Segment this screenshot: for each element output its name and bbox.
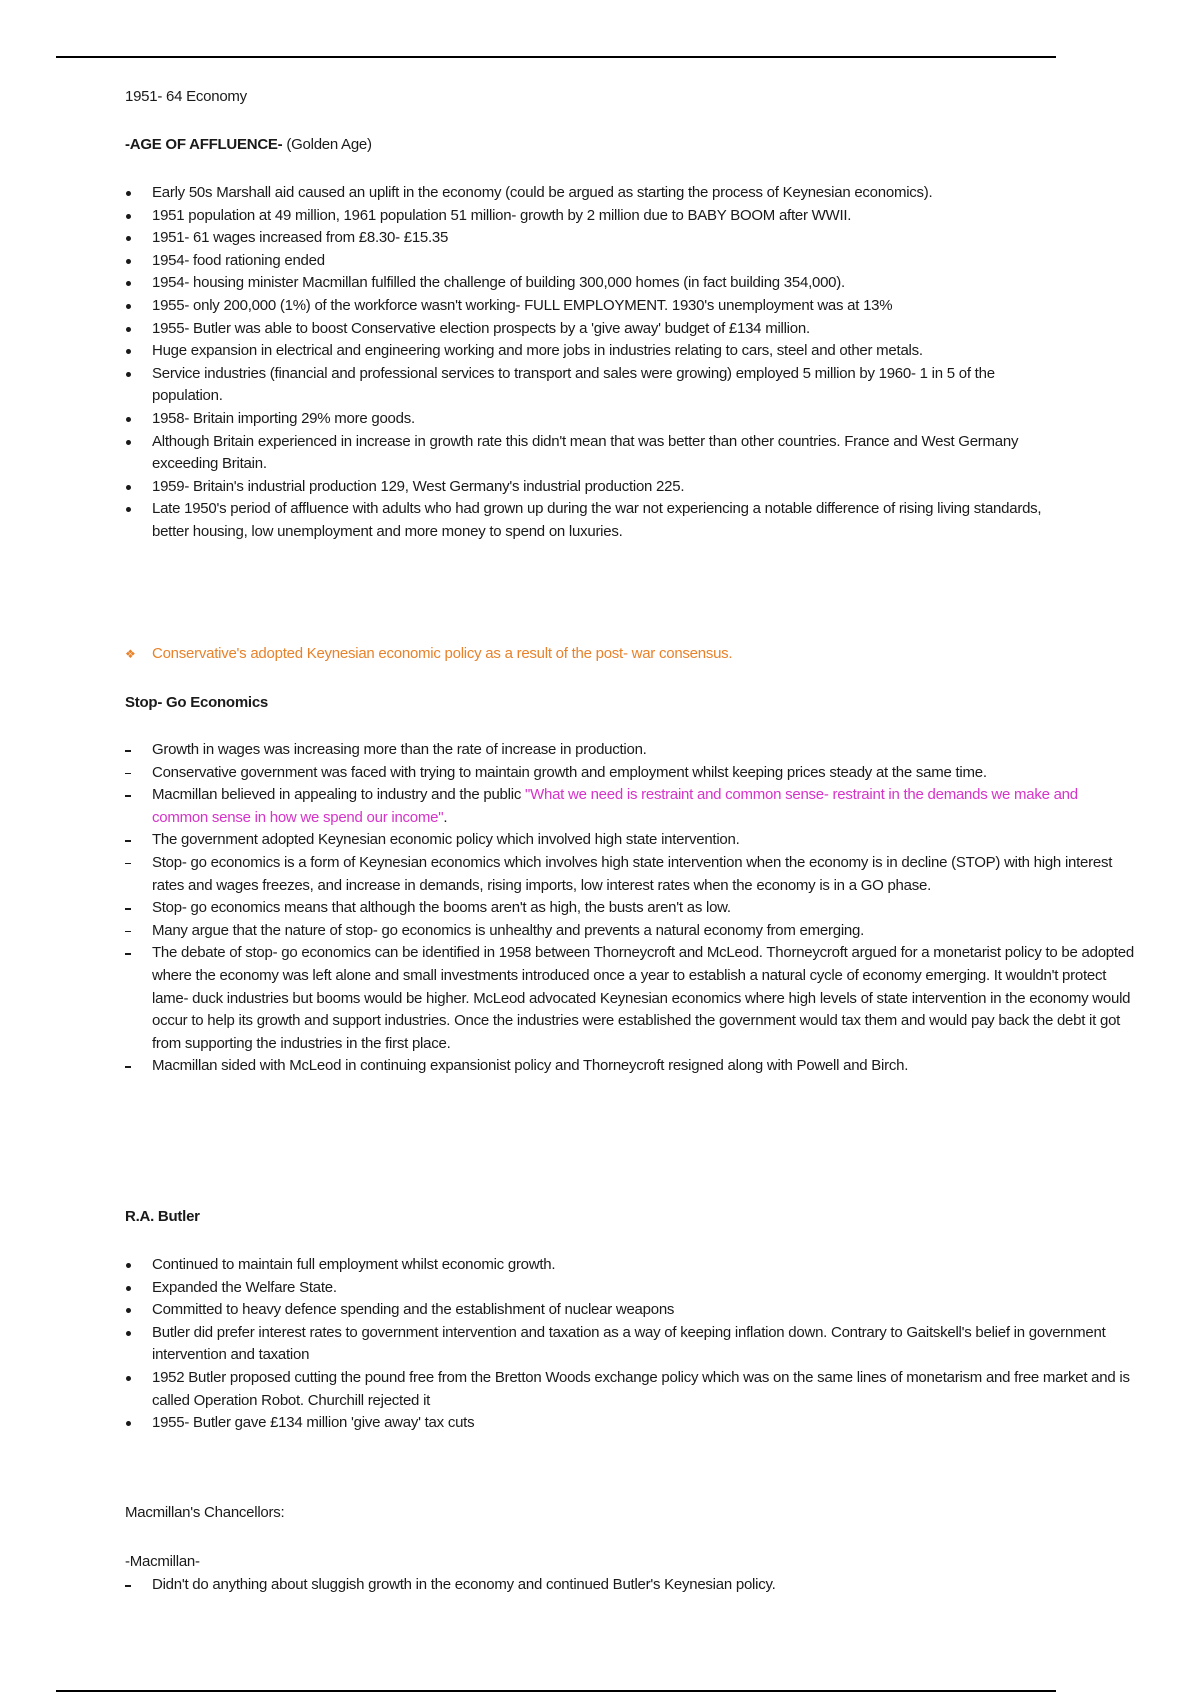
stopgo-list [125, 739, 1135, 1078]
highlight-note [125, 643, 1087, 666]
list-item: The debate of stop- go economics can be identified in 1958 between Thorneycroft and McLeod. Thorneycroft argued for a monetarist policy to be adopted where the economy was left alone and small investments introduced once a year to establish a natural cycle of economy emerging. It wouldn't protect lame- duck industries but booms would be higher. McLeod advocated Keynesian economics where high levels of state intervention in the economy would occur to help its growth and support industries. Once the industries were established the government would tax them and would pay back the debt it got from supporting the industries in the first place. [125, 942, 1135, 1055]
top-rule [56, 56, 1056, 58]
list-item: 1951- 61 wages increased from £8.30- £15.35 [125, 227, 1060, 250]
heading-bold: -AGE OF AFFLUENCE- [125, 136, 283, 153]
bottom-rule [56, 1690, 1056, 1692]
list-item: Didn't do anything about sluggish growth in the economy and continued Butler's Keynesian policy. [125, 1574, 1135, 1597]
list-item: The government adopted Keynesian economic policy which involved high state intervention. [125, 829, 1135, 852]
list-item: Early 50s Marshall aid caused an uplift in the economy (could be argued as starting the process of Keynesian economics). [125, 182, 1060, 205]
section-heading-stopgo: Stop- Go Economics [125, 694, 269, 711]
list-item: Committed to heavy defence spending and the establishment of nuclear weapons [125, 1299, 1135, 1322]
list-item: Butler did prefer interest rates to government intervention and taxation as a way of keeping inflation down. Contrary to Gaitskell's belief in government intervention and taxation [125, 1322, 1135, 1367]
affluence-list [125, 182, 1060, 544]
item-end: . [443, 808, 448, 826]
chancellors-heading: Macmillan's Chancellors: [125, 1504, 285, 1521]
section-heading-affluence [125, 134, 1135, 157]
list-item: 1954- housing minister Macmillan fulfilled the challenge of building 300,000 homes (in fact building 354,000). [125, 272, 1060, 295]
list-item: Conservative government was faced with trying to maintain growth and employment whilst keeping prices steady at the same time. [125, 762, 1135, 785]
heading-subtitle: (Golden Age) [282, 136, 372, 153]
diamond-bullet-icon: ❖ [125, 647, 136, 661]
list-item: 1952 Butler proposed cutting the pound free from the Bretton Woods exchange policy which was on the same lines of monetarism and free market and is called Operation Robot. Churchill rejected it [125, 1367, 1135, 1412]
list-item: Growth in wages was increasing more than the rate of increase in production. [125, 739, 1135, 762]
butler-list [125, 1254, 1135, 1435]
list-item: Macmillan sided with McLeod in continuing expansionist policy and Thorneycroft resigned along with Powell and Birch. [125, 1055, 1135, 1078]
list-item [125, 784, 1135, 829]
list-item: 1958- Britain importing 29% more goods. [125, 408, 1060, 431]
list-item: Stop- go economics means that although the booms aren't as high, the busts aren't as low. [125, 897, 1135, 920]
list-item: Expanded the Welfare State. [125, 1277, 1135, 1300]
chancellors-subheading: -Macmillan- [125, 1553, 200, 1570]
list-item: 1954- food rationing ended [125, 250, 1060, 273]
section-heading-butler: R.A. Butler [125, 1208, 200, 1225]
list-item: Service industries (financial and professional services to transport and sales were growing) employed 5 million by 1960- 1 in 5 of the population. [125, 363, 1060, 408]
list-item: 1951 population at 49 million, 1961 population 51 million- growth by 2 million due to BABY BOOM after WWII. [125, 205, 1060, 228]
list-item: Many argue that the nature of stop- go economics is unhealthy and prevents a natural economy from emerging. [125, 920, 1135, 943]
list-item: 1959- Britain's industrial production 129, West Germany's industrial production 225. [125, 476, 1060, 499]
list-item: 1955- Butler gave £134 million 'give away' tax cuts [125, 1412, 1135, 1435]
list-item: Huge expansion in electrical and engineering working and more jobs in industries relating to cars, steel and other metals. [125, 340, 1060, 363]
list-item: 1955- only 200,000 (1%) of the workforce wasn't working- FULL EMPLOYMENT. 1930's unemployment was at 13% [125, 295, 1060, 318]
macmillan-quote: "What we need is restraint and common sense- restraint in the demands we make and common sense in how we spend our income" [152, 786, 1078, 826]
item-text: Macmillan believed in appealing to industry and the public [152, 786, 525, 804]
list-item: Although Britain experienced in increase in growth rate this didn't mean that was better than other countries. France and West Germany exceeding Britain. [125, 431, 1060, 476]
list-item: Continued to maintain full employment whilst economic growth. [125, 1254, 1135, 1277]
list-item: Stop- go economics is a form of Keynesian economics which involves high state intervention when the economy is in decline (STOP) with high interest rates and wages freezes, and increase in demands, rising imports, low interest rates when the economy is in a GO phase. [125, 852, 1135, 897]
chancellors-list [125, 1574, 1135, 1597]
highlight-text: Conservative's adopted Keynesian economic policy as a result of the post- war consensus. [152, 645, 733, 662]
list-item: 1955- Butler was able to boost Conservative election prospects by a 'give away' budget of £134 million. [125, 318, 1060, 341]
document-title: 1951- 64 Economy [125, 88, 247, 105]
list-item: Late 1950's period of affluence with adults who had grown up during the war not experiencing a notable difference of rising living standards, better housing, low unemployment and more money to spend on luxuries. [125, 498, 1060, 543]
